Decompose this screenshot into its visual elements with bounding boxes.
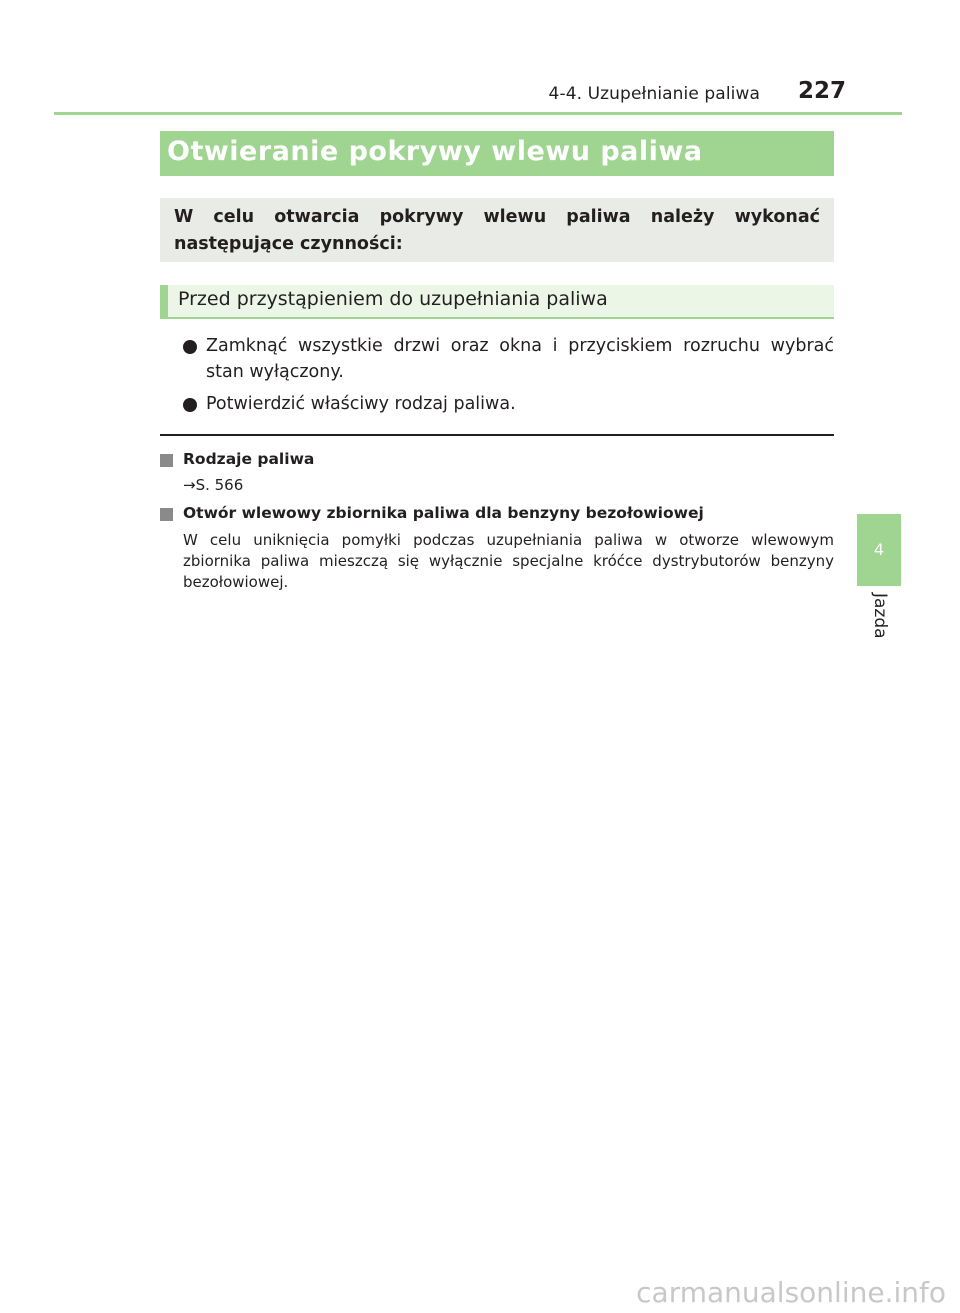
note-title: Otwór wlewowy zbiornika paliwa dla benzyny bezołowiowej bbox=[183, 504, 704, 522]
intro-box bbox=[160, 198, 834, 262]
chapter-number: 4 bbox=[873, 540, 885, 559]
page-reference-link[interactable]: →S. 566 bbox=[183, 476, 244, 494]
bullet-dot-icon bbox=[183, 340, 197, 354]
intro-text: W celu otwarcia pokrywy wlewu paliwa należy wykonać następujące czynności: bbox=[174, 207, 820, 254]
section-banner bbox=[160, 131, 834, 176]
header-divider bbox=[54, 112, 902, 115]
section-title: Otwieranie pokrywy wlewu paliwa bbox=[167, 136, 703, 167]
note-body: W celu uniknięcia pomyłki podczas uzupełniania paliwa w otworze wlewowym zbiornika paliwa mieszczą się wyłącznie specjalne króćce dystrybutorów benzyny bezołowiowej. bbox=[183, 531, 834, 591]
header-section-title: 4-4. Uzupełnianie paliwa bbox=[548, 84, 760, 104]
list-item-text: Zamknąć wszystkie drzwi oraz okna i przyciskiem rozruchu wybrać stan wyłączony. bbox=[206, 336, 834, 382]
bullet-list bbox=[183, 333, 834, 423]
list-item bbox=[183, 333, 834, 385]
subheading bbox=[160, 285, 834, 319]
section-divider bbox=[160, 434, 834, 436]
square-bullet-icon bbox=[160, 454, 173, 467]
chapter-label: Jazda bbox=[870, 593, 890, 639]
list-item-text: Potwierdzić właściwy rodzaj paliwa. bbox=[206, 394, 516, 414]
list-item bbox=[183, 391, 834, 417]
chapter-tab bbox=[857, 514, 901, 586]
page-number: 227 bbox=[797, 78, 846, 104]
square-bullet-icon bbox=[160, 508, 173, 521]
subheading-text: Przed przystąpieniem do uzupełniania paliwa bbox=[178, 288, 608, 310]
bullet-dot-icon bbox=[183, 398, 197, 412]
watermark: carmanualsonline.info bbox=[636, 1276, 946, 1309]
note-title: Rodzaje paliwa bbox=[183, 450, 315, 468]
